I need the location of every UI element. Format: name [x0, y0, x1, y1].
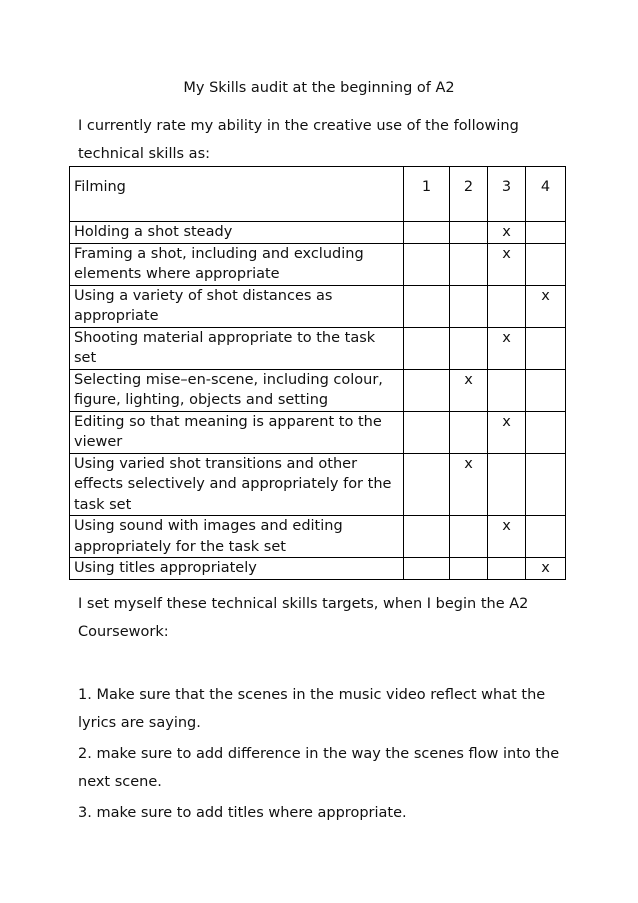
page-title: My Skills audit at the beginning of A2: [183, 80, 455, 96]
rating-cell-1: [404, 411, 450, 453]
rating-cell-1: [404, 453, 450, 516]
rating-cell-3: x: [488, 411, 526, 453]
rating-cell-2: [450, 411, 488, 453]
header-rating-2: 2: [450, 167, 488, 222]
rating-cell-3: [488, 285, 526, 327]
rating-cell-4: [526, 411, 566, 453]
target-item-2: 2. make sure to add difference in the way the scenes flow into the next scene.: [78, 746, 560, 790]
skill-cell: Using a variety of shot distances as appropriate: [70, 285, 404, 327]
header-filming: Filming: [70, 167, 404, 222]
rating-cell-2: [450, 327, 488, 369]
targets-intro: I set myself these technical skills targets, when I begin the A2 Coursework:: [78, 596, 529, 640]
rating-cell-4: [526, 243, 566, 285]
rating-cell-4: [526, 369, 566, 411]
rating-cell-4: [526, 222, 566, 244]
rating-cell-1: [404, 369, 450, 411]
rating-cell-2: [450, 285, 488, 327]
table-row: [70, 411, 566, 453]
skill-cell: Selecting mise–en-scene, including colour, figure, lighting, objects and setting: [70, 369, 404, 411]
skill-cell: Using titles appropriately: [70, 558, 404, 580]
table-row: [70, 558, 566, 580]
rating-cell-2: [450, 516, 488, 558]
table-row: [70, 222, 566, 244]
table-row: [70, 369, 566, 411]
skill-cell: Using sound with images and editing appropriately for the task set: [70, 516, 404, 558]
rating-cell-3: [488, 453, 526, 516]
rating-cell-1: [404, 222, 450, 244]
skill-cell: Using varied shot transitions and other effects selectively and appropriately for the task set: [70, 453, 404, 516]
rating-cell-4: [526, 516, 566, 558]
skill-cell: Holding a shot steady: [70, 222, 404, 244]
table-row: [70, 243, 566, 285]
target-item-1: 1. Make sure that the scenes in the music video reflect what the lyrics are saying.: [78, 687, 546, 731]
rating-cell-2: x: [450, 369, 488, 411]
rating-cell-4: [526, 453, 566, 516]
rating-cell-3: x: [488, 327, 526, 369]
rating-cell-4: x: [526, 558, 566, 580]
rating-cell-2: [450, 558, 488, 580]
rating-cell-4: x: [526, 285, 566, 327]
table-header-row: [70, 167, 566, 222]
header-rating-3: 3: [488, 167, 526, 222]
table-row: [70, 516, 566, 558]
header-rating-4: 4: [526, 167, 566, 222]
skill-cell: Framing a shot, including and excluding elements where appropriate: [70, 243, 404, 285]
table-row: [70, 327, 566, 369]
skill-cell: Shooting material appropriate to the task set: [70, 327, 404, 369]
rating-cell-3: [488, 369, 526, 411]
rating-cell-1: [404, 327, 450, 369]
rating-cell-3: x: [488, 516, 526, 558]
rating-cell-2: [450, 243, 488, 285]
target-item-3: 3. make sure to add titles where appropriate.: [78, 805, 407, 821]
rating-cell-2: [450, 222, 488, 244]
rating-cell-3: x: [488, 222, 526, 244]
table-row: [70, 453, 566, 516]
rating-cell-4: [526, 327, 566, 369]
rating-cell-3: [488, 558, 526, 580]
rating-cell-1: [404, 285, 450, 327]
skill-cell: Editing so that meaning is apparent to the viewer: [70, 411, 404, 453]
skills-table: [69, 166, 566, 580]
rating-cell-2: x: [450, 453, 488, 516]
rating-cell-1: [404, 558, 450, 580]
rating-cell-3: x: [488, 243, 526, 285]
intro-text: I currently rate my ability in the creative use of the following technical skills as:: [78, 118, 519, 162]
header-rating-1: 1: [404, 167, 450, 222]
rating-cell-1: [404, 516, 450, 558]
rating-cell-1: [404, 243, 450, 285]
table-row: [70, 285, 566, 327]
